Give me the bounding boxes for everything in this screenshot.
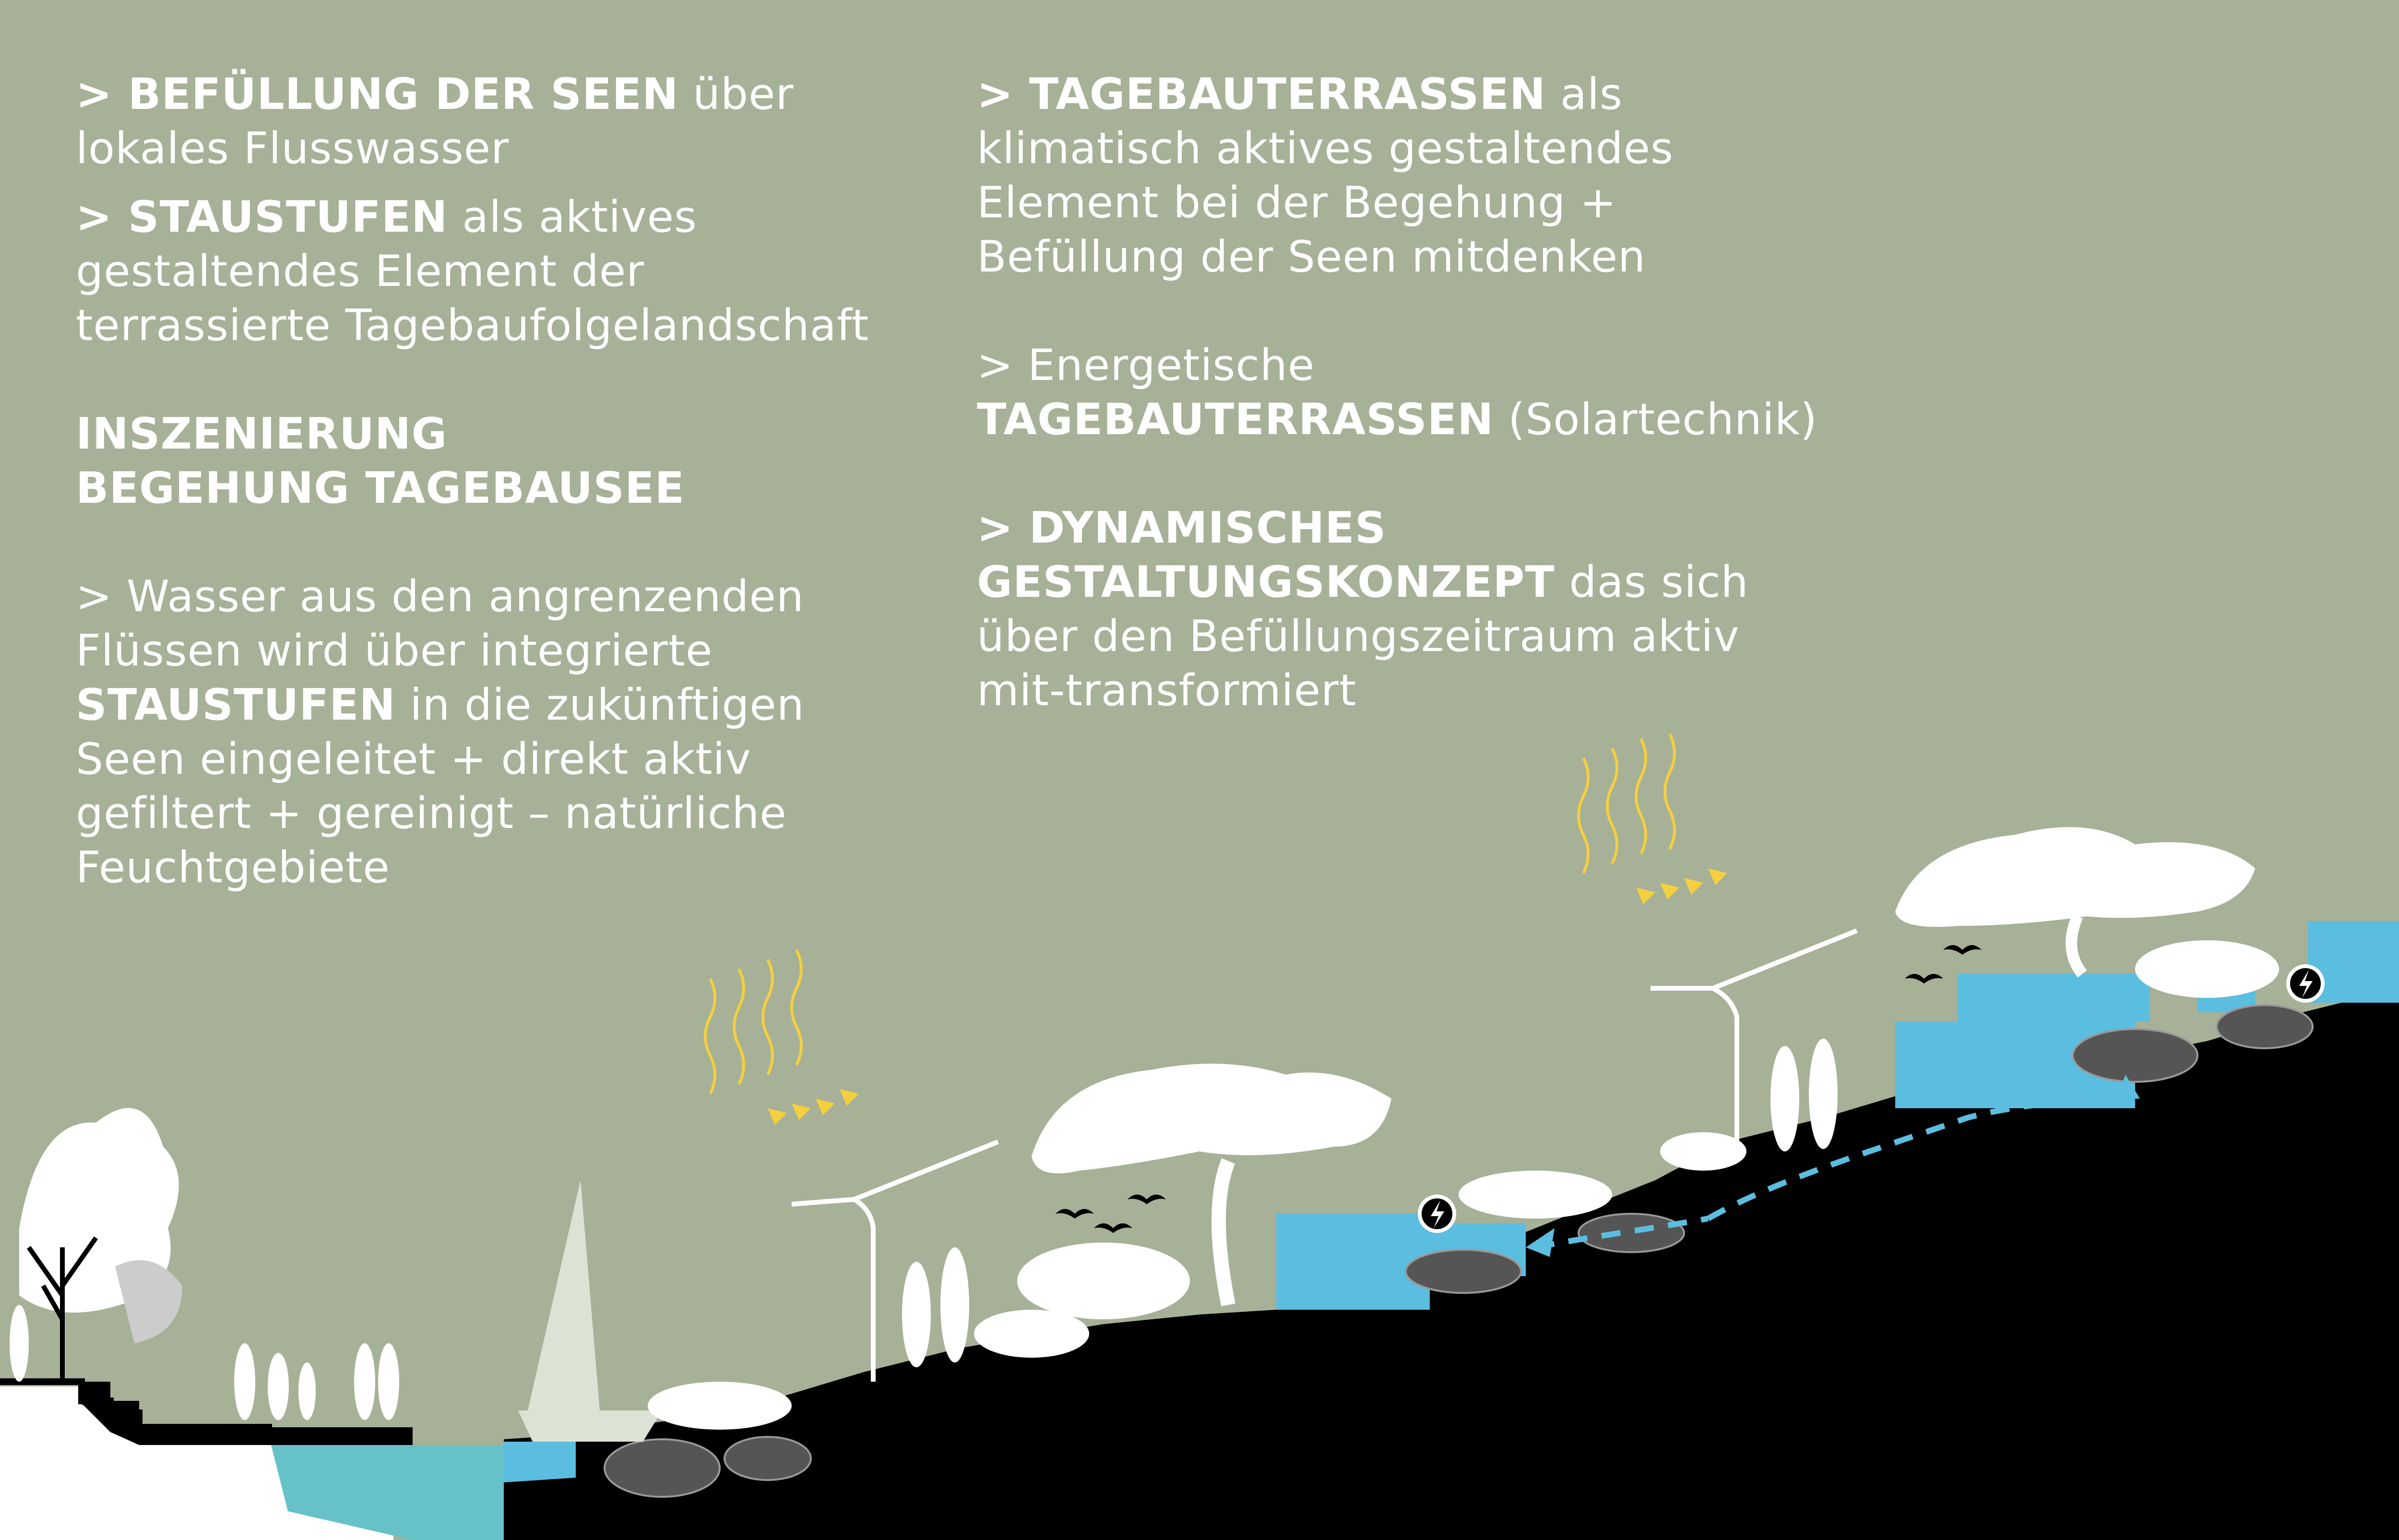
right-p2-line1: > Energetische xyxy=(977,340,1315,391)
right-paragraph-2 xyxy=(977,338,1817,447)
left-p2-rest: als aktives xyxy=(448,192,697,242)
terrace-pool-2b xyxy=(1958,974,2150,1022)
left-p3-line5: gefiltert + gereinigt – natürliche xyxy=(76,788,787,839)
left-p1-rest: über xyxy=(678,69,794,119)
right-paragraph-3 xyxy=(977,501,1817,718)
left-p3-line3-bold: STAUSTUFEN xyxy=(76,680,396,730)
right-p3-line2-rest: das sich xyxy=(1555,557,1749,607)
right-text-column xyxy=(977,67,1817,718)
right-p2-line2-bold: TAGEBAUTERRASSEN xyxy=(977,394,1494,445)
right-p1-line3: Element bei der Begehung + xyxy=(977,178,1617,228)
right-p3-line1-bold: > DYNAMISCHES xyxy=(977,503,1387,553)
right-p1-line2: klimatisch aktives gestaltendes xyxy=(977,123,1674,174)
left-p3-line3-rest: in die zukünftigen xyxy=(395,680,805,730)
lake-lower xyxy=(504,1442,576,1482)
right-p2-line2-rest: (Solartechnik) xyxy=(1494,394,1818,445)
right-p1-rest: als xyxy=(1546,69,1623,119)
sun-rays-arrowheads xyxy=(768,1089,859,1125)
right-p3-line2-bold: GESTALTUNGSKONZEPT xyxy=(977,557,1555,607)
left-p1-line2: lokales Flusswasser xyxy=(76,123,510,174)
terrace-pool-1 xyxy=(1276,1214,1430,1310)
left-heading-line2: BEGEHUNG TAGEBAUSEE xyxy=(76,463,685,513)
left-p3-line4: Seen eingeleitet + direkt aktiv xyxy=(76,734,751,784)
sailboat xyxy=(518,1180,662,1442)
sun-rays-icon xyxy=(1579,734,1675,873)
left-p3-line2: Flüssen wird über integrierte xyxy=(76,626,713,676)
right-p3-line4: mit-transformiert xyxy=(977,665,1357,716)
right-paragraph-1 xyxy=(977,67,1817,284)
left-p2-line2: gestaltendes Element der xyxy=(76,246,645,296)
left-heading-line1: INSZENIERUNG xyxy=(76,409,448,459)
left-heading xyxy=(76,407,869,515)
solar-lightning-icon xyxy=(1420,1196,1454,1231)
tree-left xyxy=(19,1108,182,1382)
left-p2-line3: terrassierte Tagebaufolgelandschaft xyxy=(76,300,869,351)
right-p3-line3: über den Befüllungszeitraum aktiv xyxy=(977,611,1740,662)
sun-rays-icon xyxy=(705,950,801,1094)
right-p1-bold: > TAGEBAUTERRASSEN xyxy=(977,69,1546,119)
street-lamp xyxy=(792,1142,998,1382)
left-paragraph-3 xyxy=(76,569,869,895)
left-p3-line1: > Wasser aus den angrenzenden xyxy=(76,571,804,622)
solar-lightning-icon xyxy=(2288,966,2323,1001)
left-text-column xyxy=(76,67,869,895)
left-p3-line6: Feuchtgebiete xyxy=(76,842,390,893)
right-p1-line4: Befüllung der Seen mitdenken xyxy=(977,232,1646,282)
left-p1-bold: > BEFÜLLUNG DER SEEN xyxy=(76,69,679,119)
left-p2-bold: > STAUSTUFEN xyxy=(76,192,448,242)
left-paragraph-2 xyxy=(76,190,869,353)
left-paragraph-1 xyxy=(76,67,869,176)
sun-rays-arrowheads xyxy=(1636,868,1727,904)
